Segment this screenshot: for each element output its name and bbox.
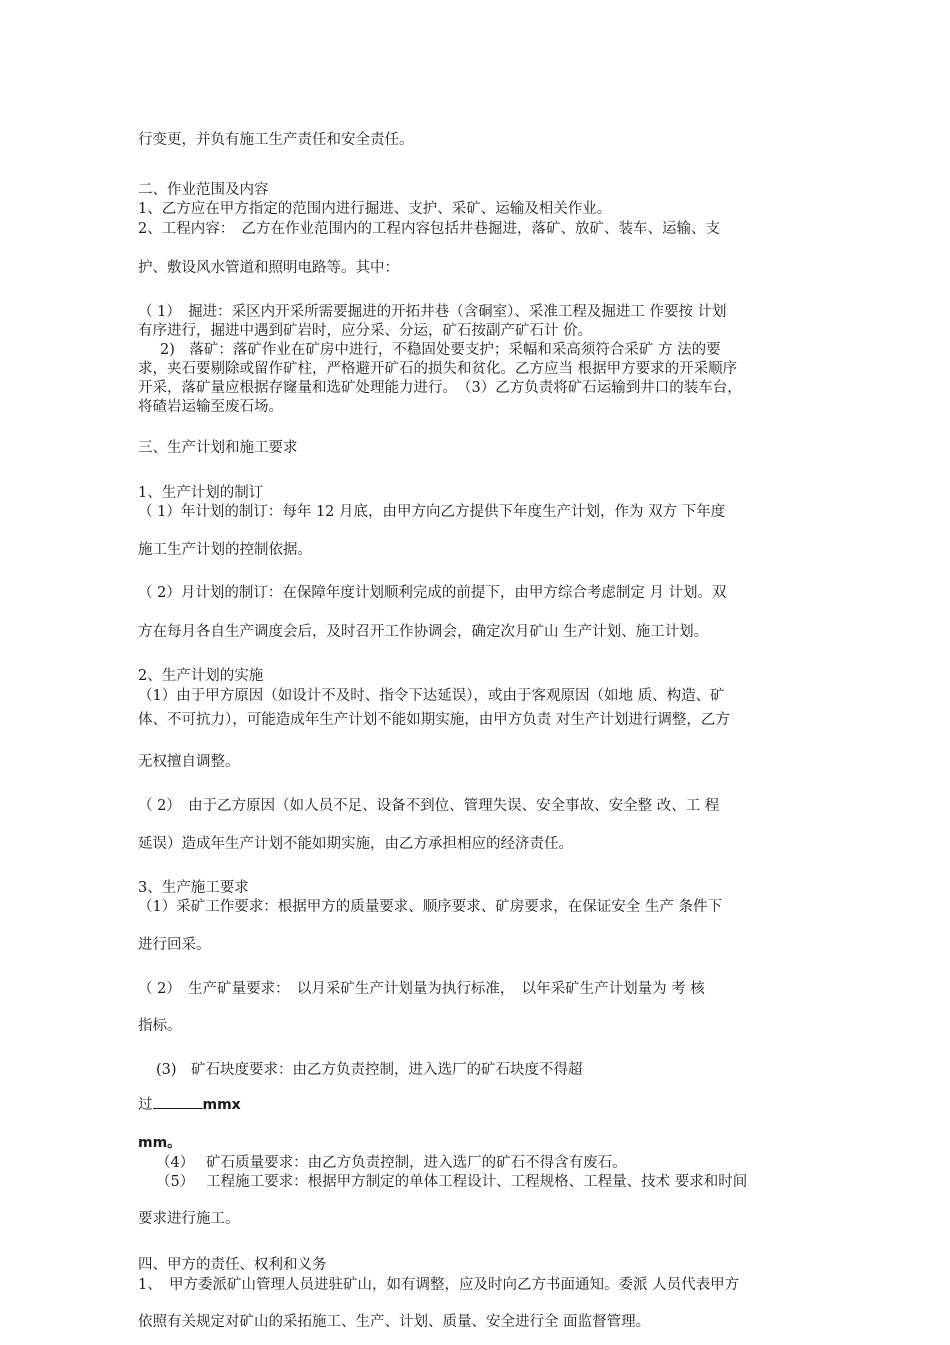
paragraph-line: （1）由于甲方原因（如设计不及时、指令下达延误），或由于客观原因（如地 质、构造、矿 (138, 688, 725, 704)
unit-text: mmx (202, 1097, 241, 1113)
paragraph-line: （ 2）月计划的制订：在保障年度计划顺利完成的前提下，由甲方综合考虑制定 月 计划。双 (138, 585, 727, 601)
paragraph-line (138, 1095, 241, 1115)
paragraph-line: 无权擅自调整。 (138, 754, 240, 770)
paragraph-line: （5） 工程施工要求：根据甲方制定的单体工程设计、工程规格、工程量、技术 要求和时间 (156, 1174, 748, 1190)
paragraph-line: 进行回采。 (138, 937, 211, 953)
text-fragment: 过 (138, 1097, 153, 1113)
blank-underline (153, 1096, 203, 1109)
subsection-heading: 3、生产施工要求 (138, 880, 249, 896)
paragraph-line: 依照有关规定对矿山的采拓施工、生产、计划、质量、安全进行全 面监督管理。 (138, 1314, 651, 1330)
paragraph-line: 求，夹石要剔除或留作矿柱，严格避开矿石的损失和贫化。乙方应当 根据甲方要求的开采顺序 (138, 361, 738, 377)
paragraph-line: 施工生产计划的控制依据。 (138, 542, 312, 558)
paragraph-line: 有序进行，掘进中遇到矿岩时，应分采、分运，矿石按副产矿石计 价。 (138, 323, 593, 339)
paragraph-line: （4） 矿石质量要求：由乙方负责控制，进入选厂的矿石不得含有废石。 (156, 1155, 627, 1171)
paragraph-line: 开采，落矿量应根据存窿量和选矿处理能力进行。 （3）乙方负责将矿石运输到井口的装车台， (138, 380, 742, 396)
subsection-heading: 1、生产计划的制订 (138, 485, 264, 501)
paragraph-line: 护、敷设风水管道和照明电路等。其中： (138, 260, 399, 276)
paragraph-line: （ 2） 生产矿量要求： 以月采矿生产计划量为执行标准， 以年采矿生产计划量为 考 核 (138, 981, 705, 997)
paragraph-line: （ 1）年计划的制订：每年 12 月底，由甲方向乙方提供下年度生产计划，作为 双方 下年度 (138, 504, 726, 520)
paragraph-line: （1）采矿工作要求：根据甲方的质量要求、顺序要求、矿房要求，在保证安全 生产 条件下 (138, 899, 722, 915)
paragraph-line: 2、工程内容： 乙方在作业范围内的工程内容包括井巷掘进，落矿、放矿、装车、运输、支 (138, 221, 720, 237)
paragraph-line: 延误）造成年生产计划不能如期实施，由乙方承担相应的经济责任。 (138, 836, 573, 852)
paragraph-line: 1、 甲方委派矿山管理人员进驻矿山，如有调整，应及时向乙方书面通知。委派 人员代表甲方 (138, 1277, 740, 1293)
paragraph-line: 1、乙方应在甲方指定的范围内进行掘进、支护、采矿、运输及相关作业。 (138, 201, 612, 217)
unit-text: mm。 (138, 1135, 182, 1151)
paragraph-line: 将碴岩运输至废石场。 (138, 399, 283, 415)
paragraph-line: 要求进行施工。 (138, 1211, 240, 1227)
paragraph-line: 行变更，并负有施工生产责任和安全责任。 (138, 132, 414, 148)
subsection-heading: 2、生产计划的实施 (138, 668, 264, 684)
paragraph-line: 体、不可抗力），可能造成年生产计划不能如期实施，由甲方负责 对生产计划进行调整，乙方 (138, 712, 730, 728)
paragraph-line: 2) 落矿：落矿作业在矿房中进行，不稳固处要支护；采幅和采高须符合采矿 方 法的要 (160, 342, 721, 358)
section-heading: 四、甲方的责任、权利和义务 (138, 1257, 327, 1273)
paragraph-line: （ 1） 掘进：采区内开采所需要掘进的开拓井巷（含硐室）、采准工程及掘进工 作要按 计划 (138, 304, 727, 320)
section-heading: 二、作业范围及内容 (138, 182, 269, 198)
paragraph-line: 方在每月各自生产调度会后，及时召开工作协调会，确定次月矿山 生产计划、施工计划。 (138, 624, 709, 640)
paragraph-line: 指标。 (138, 1018, 182, 1034)
section-heading: 三、生产计划和施工要求 (138, 440, 298, 456)
paragraph-line: （ 2） 由于乙方原因（如人员不足、设备不到位、管理失误、安全事故、安全整 改、工 程 (138, 798, 720, 814)
paragraph-line: (3) 矿石块度要求：由乙方负责控制，进入选厂的矿石块度不得超 (156, 1062, 583, 1078)
